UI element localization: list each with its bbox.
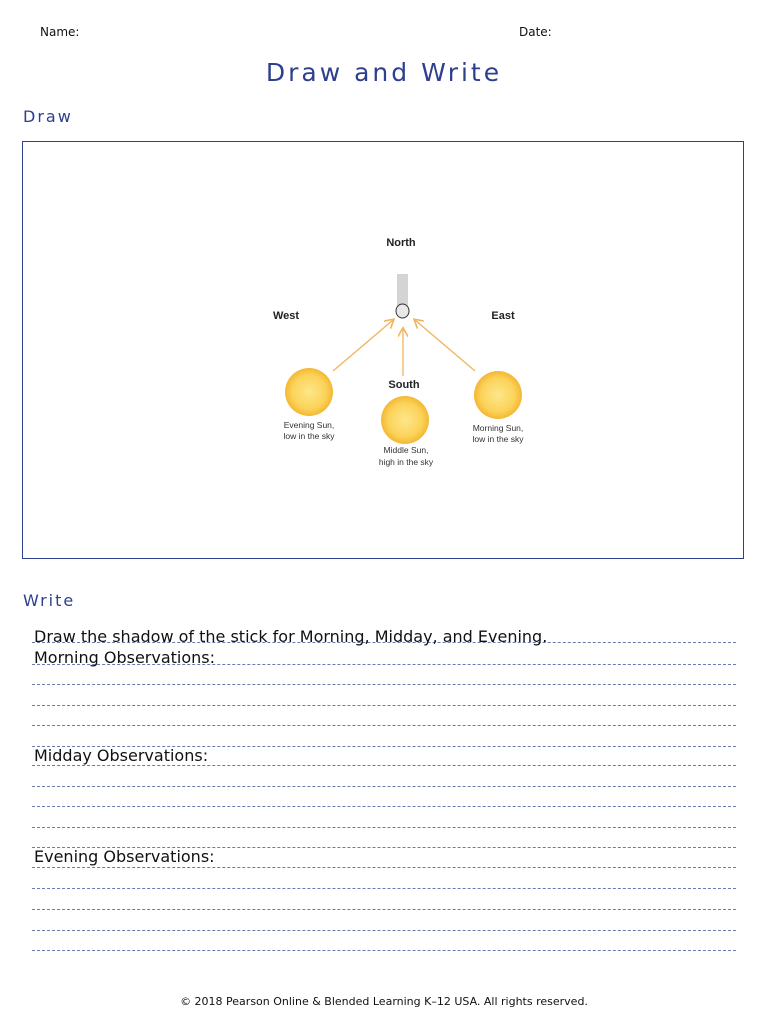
stick bbox=[397, 274, 408, 306]
evening-observations-label: Evening Observations: bbox=[34, 847, 215, 866]
writing-line[interactable] bbox=[32, 765, 736, 766]
evening-sun-caption-2: low in the sky bbox=[283, 431, 335, 441]
writing-line[interactable] bbox=[32, 806, 736, 807]
east-label: East bbox=[491, 310, 515, 322]
morning-sun bbox=[474, 371, 522, 419]
evening-sun bbox=[285, 368, 333, 416]
sun-position-diagram bbox=[23, 142, 743, 558]
writing-line[interactable] bbox=[32, 867, 736, 868]
south-label: South bbox=[388, 379, 420, 391]
north-label: North bbox=[386, 237, 416, 249]
middle-sun-caption-2: high in the sky bbox=[378, 457, 434, 467]
instruction-text: Draw the shadow of the stick for Morning, Midday, and Evening. bbox=[34, 627, 548, 646]
stick-base bbox=[396, 304, 409, 318]
page-title: Draw and Write bbox=[265, 58, 503, 87]
writing-line[interactable] bbox=[32, 786, 736, 787]
writing-line[interactable] bbox=[32, 705, 736, 706]
midday-observations-label: Midday Observations: bbox=[34, 746, 209, 765]
middle-sun bbox=[381, 396, 429, 444]
morning-sun-caption-1: Morning Sun, bbox=[472, 423, 524, 433]
morning-observations-label: Morning Observations: bbox=[34, 648, 216, 667]
copyright-footer: © 2018 Pearson Online & Blended Learning K–12 USA. All rights reserved. bbox=[180, 995, 588, 1008]
evening-arrow bbox=[333, 320, 393, 371]
writing-line[interactable] bbox=[32, 930, 736, 931]
write-section-label: Write bbox=[23, 591, 76, 610]
middle-sun-caption-1: Middle Sun, bbox=[383, 445, 429, 455]
evening-sun-caption-1: Evening Sun, bbox=[283, 420, 335, 430]
draw-section-label: Draw bbox=[23, 107, 73, 126]
west-label: West bbox=[272, 310, 300, 322]
writing-line[interactable] bbox=[32, 909, 736, 910]
morning-sun-caption-2: low in the sky bbox=[472, 434, 524, 444]
drawing-area[interactable] bbox=[22, 141, 744, 559]
writing-line[interactable] bbox=[32, 827, 736, 828]
writing-line[interactable] bbox=[32, 888, 736, 889]
date-label: Date: bbox=[519, 25, 552, 39]
morning-arrow bbox=[415, 320, 475, 371]
writing-line[interactable] bbox=[32, 684, 736, 685]
writing-line[interactable] bbox=[32, 950, 736, 951]
writing-line[interactable] bbox=[32, 725, 736, 726]
name-label: Name: bbox=[40, 25, 80, 39]
